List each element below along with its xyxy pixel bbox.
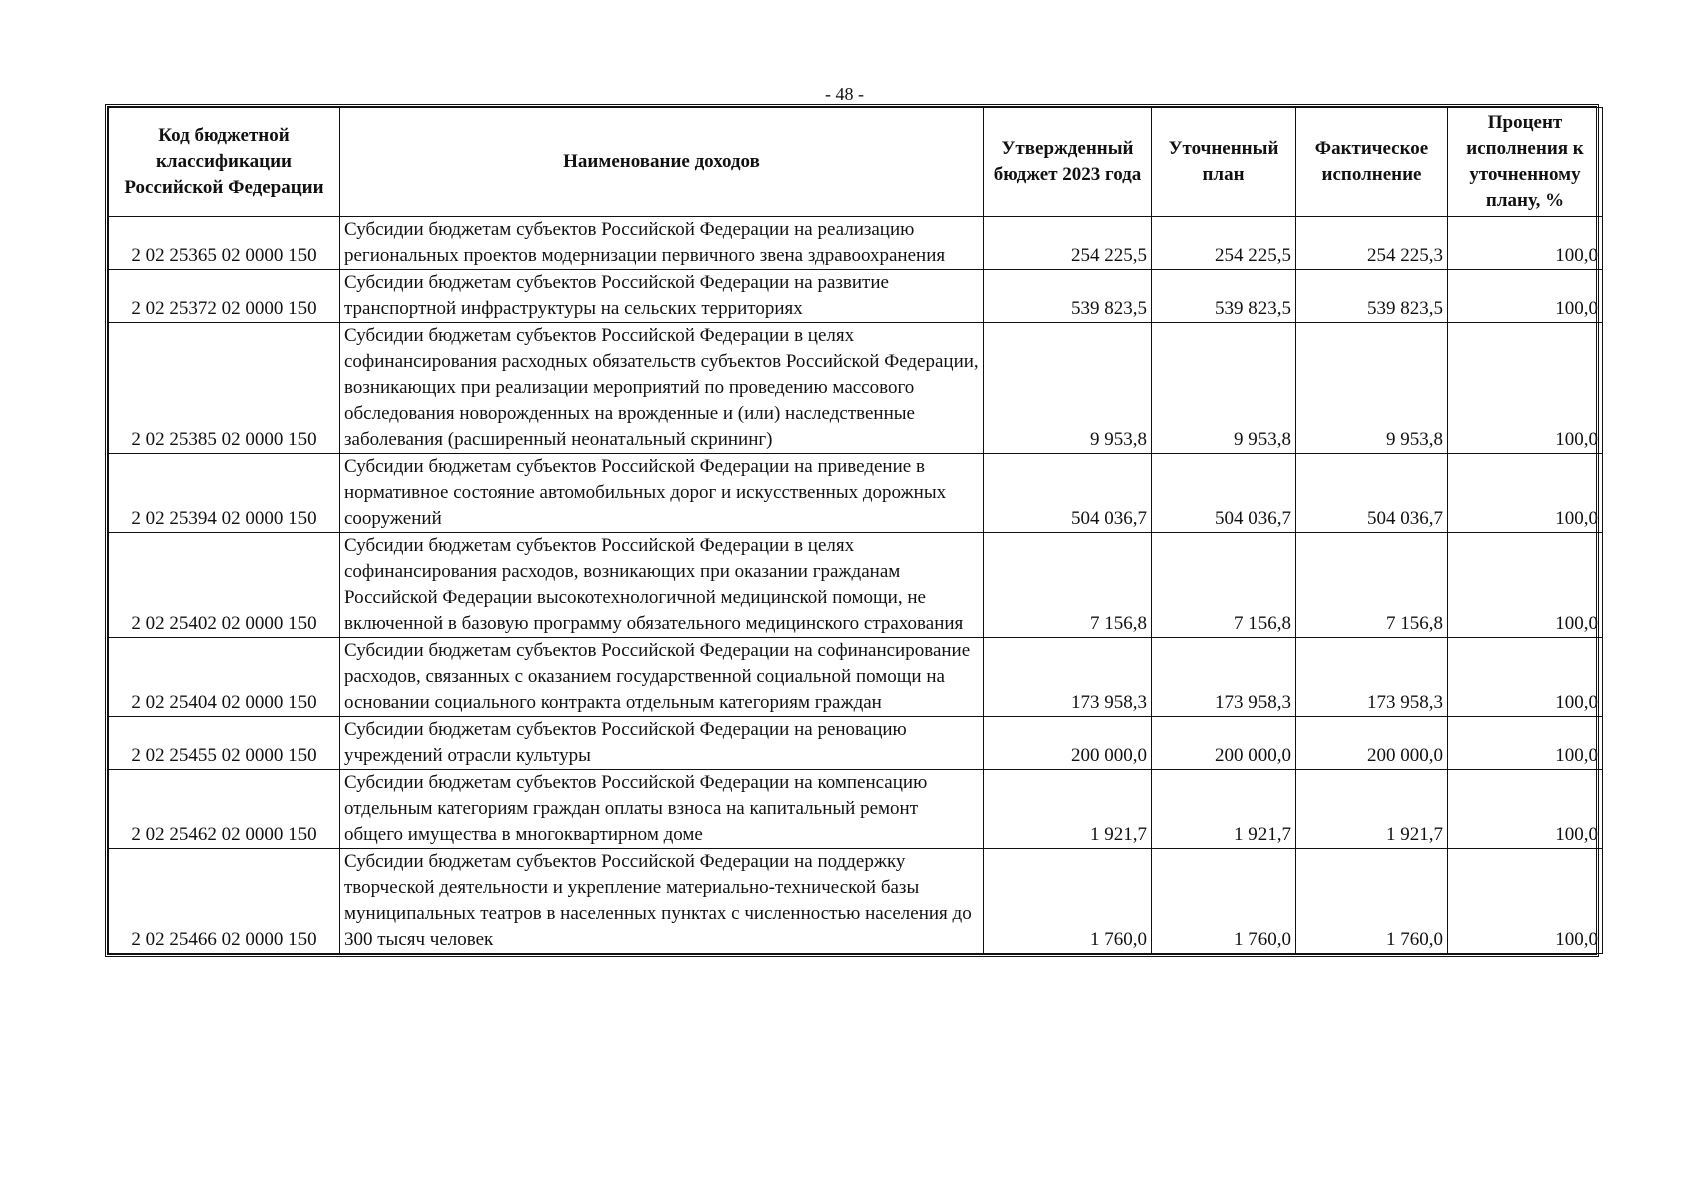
cell-revised: 173 958,3 — [1152, 638, 1296, 717]
cell-revised: 254 225,5 — [1152, 217, 1296, 270]
header-actual: Фактическое исполнение — [1296, 108, 1448, 217]
header-approved: Утвержденный бюджет 2023 года — [984, 108, 1152, 217]
cell-approved: 173 958,3 — [984, 638, 1152, 717]
cell-code: 2 02 25404 02 0000 150 — [109, 638, 340, 717]
cell-revised: 1 921,7 — [1152, 770, 1296, 849]
cell-name: Субсидии бюджетам субъектов Российской Федерации на софинансирование расходов, связанных с оказанием государственной социальной помощи на основании социального контракта отдельным категориям граждан — [340, 638, 984, 717]
cell-name: Субсидии бюджетам субъектов Российской Федерации на реновацию учреждений отрасли культуры — [340, 717, 984, 770]
cell-percent: 100,0 — [1448, 454, 1603, 533]
table-row — [109, 849, 1603, 954]
cell-actual: 1 921,7 — [1296, 770, 1448, 849]
cell-percent: 100,0 — [1448, 770, 1603, 849]
cell-approved: 254 225,5 — [984, 217, 1152, 270]
cell-name: Субсидии бюджетам субъектов Российской Федерации на развитие транспортной инфраструктуры на сельских территориях — [340, 270, 984, 323]
cell-percent: 100,0 — [1448, 270, 1603, 323]
budget-table-frame — [105, 104, 1599, 957]
header-code: Код бюджетной классификации Российской Федерации — [109, 108, 340, 217]
cell-actual: 254 225,3 — [1296, 217, 1448, 270]
cell-revised: 7 156,8 — [1152, 533, 1296, 638]
table-row — [109, 217, 1603, 270]
cell-approved: 200 000,0 — [984, 717, 1152, 770]
table-row — [109, 770, 1603, 849]
cell-revised: 504 036,7 — [1152, 454, 1296, 533]
cell-percent: 100,0 — [1448, 217, 1603, 270]
cell-code: 2 02 25385 02 0000 150 — [109, 323, 340, 454]
cell-approved: 9 953,8 — [984, 323, 1152, 454]
cell-code: 2 02 25394 02 0000 150 — [109, 454, 340, 533]
cell-actual: 200 000,0 — [1296, 717, 1448, 770]
cell-actual: 173 958,3 — [1296, 638, 1448, 717]
table-row — [109, 323, 1603, 454]
cell-actual: 1 760,0 — [1296, 849, 1448, 954]
cell-approved: 504 036,7 — [984, 454, 1152, 533]
cell-name: Субсидии бюджетам субъектов Российской Федерации на поддержку творческой деятельности и укрепление материально-технической базы муниципальных театров в населенных пунктах с численностью населения до 300 тысяч человек — [340, 849, 984, 954]
cell-code: 2 02 25365 02 0000 150 — [109, 217, 340, 270]
cell-approved: 1 921,7 — [984, 770, 1152, 849]
cell-revised: 1 760,0 — [1152, 849, 1296, 954]
cell-name: Субсидии бюджетам субъектов Российской Федерации на реализацию региональных проектов модернизации первичного звена здравоохранения — [340, 217, 984, 270]
cell-approved: 1 760,0 — [984, 849, 1152, 954]
cell-name: Субсидии бюджетам субъектов Российской Федерации на компенсацию отдельным категориям граждан оплаты взноса на капитальный ремонт общего имущества в многоквартирном доме — [340, 770, 984, 849]
cell-revised: 200 000,0 — [1152, 717, 1296, 770]
cell-name: Субсидии бюджетам субъектов Российской Федерации в целях софинансирования расходов, возникающих при оказании гражданам Российской Федерации высокотехнологичной медицинской помощи, не включенной в базовую программу обязательного медицинского страхования — [340, 533, 984, 638]
table-row — [109, 533, 1603, 638]
table-header-row — [109, 108, 1603, 217]
header-revised: Уточненный план — [1152, 108, 1296, 217]
cell-percent: 100,0 — [1448, 717, 1603, 770]
cell-code: 2 02 25466 02 0000 150 — [109, 849, 340, 954]
header-name: Наименование доходов — [340, 108, 984, 217]
cell-actual: 9 953,8 — [1296, 323, 1448, 454]
cell-actual: 504 036,7 — [1296, 454, 1448, 533]
cell-percent: 100,0 — [1448, 849, 1603, 954]
cell-revised: 539 823,5 — [1152, 270, 1296, 323]
cell-name: Субсидии бюджетам субъектов Российской Федерации на приведение в нормативное состояние автомобильных дорог и искусственных дорожных сооружений — [340, 454, 984, 533]
cell-actual: 7 156,8 — [1296, 533, 1448, 638]
header-percent: Процент исполнения к уточненному плану, % — [1448, 108, 1603, 217]
cell-revised: 9 953,8 — [1152, 323, 1296, 454]
cell-code: 2 02 25402 02 0000 150 — [109, 533, 340, 638]
table-row — [109, 270, 1603, 323]
cell-percent: 100,0 — [1448, 638, 1603, 717]
cell-approved: 539 823,5 — [984, 270, 1152, 323]
cell-name: Субсидии бюджетам субъектов Российской Федерации в целях софинансирования расходных обязательств субъектов Российской Федерации, возникающих при реализации мероприятий по проведению массового обследования новорожденных на врожденные и (или) наследственные заболевания (расширенный неонатальный скрининг) — [340, 323, 984, 454]
table-row — [109, 454, 1603, 533]
cell-actual: 539 823,5 — [1296, 270, 1448, 323]
cell-code: 2 02 25462 02 0000 150 — [109, 770, 340, 849]
cell-code: 2 02 25455 02 0000 150 — [109, 717, 340, 770]
page-number: - 48 - — [825, 84, 864, 104]
table-row — [109, 717, 1603, 770]
table-row — [109, 638, 1603, 717]
cell-approved: 7 156,8 — [984, 533, 1152, 638]
budget-income-table — [108, 107, 1603, 954]
cell-code: 2 02 25372 02 0000 150 — [109, 270, 340, 323]
cell-percent: 100,0 — [1448, 323, 1603, 454]
cell-percent: 100,0 — [1448, 533, 1603, 638]
